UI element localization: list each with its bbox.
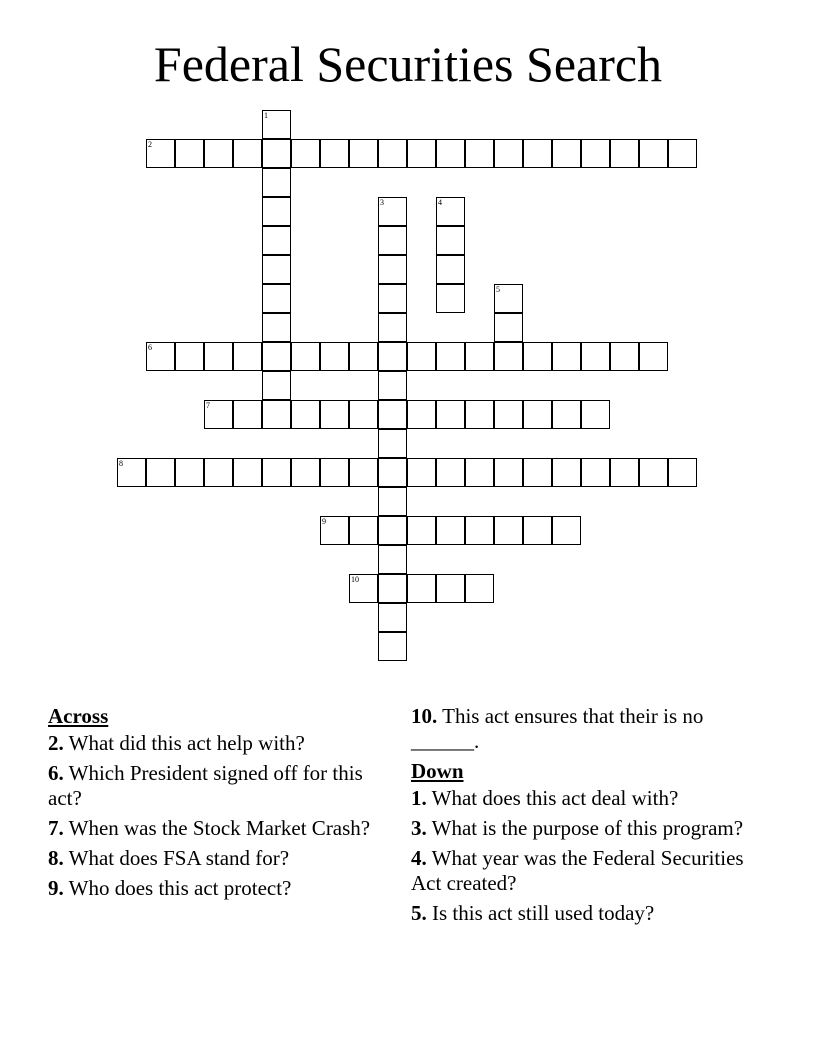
crossword-cell[interactable]	[378, 574, 407, 603]
across-clue-list	[48, 731, 388, 901]
cell-number: 1	[264, 111, 268, 120]
clue-number: 3.	[411, 816, 427, 840]
clue-number: 7.	[48, 816, 64, 840]
crossword-cell[interactable]	[436, 400, 465, 429]
clue-item	[48, 846, 388, 871]
crossword-cell[interactable]	[523, 139, 552, 168]
cell-number: 5	[496, 285, 500, 294]
crossword-cell[interactable]	[523, 400, 552, 429]
crossword-cell[interactable]	[117, 458, 146, 487]
crossword-cell[interactable]	[378, 371, 407, 400]
clue-text: Is this act still used today?	[432, 901, 655, 925]
crossword-cell[interactable]	[262, 139, 291, 168]
crossword-cell[interactable]	[436, 516, 465, 545]
cell-number: 3	[380, 198, 384, 207]
crossword-cell[interactable]	[494, 313, 523, 342]
crossword-cell[interactable]	[407, 342, 436, 371]
crossword-cell[interactable]	[494, 400, 523, 429]
down-clue-list	[411, 786, 751, 926]
crossword-cell[interactable]	[465, 139, 494, 168]
crossword-cell[interactable]	[349, 574, 378, 603]
crossword-cell[interactable]	[204, 400, 233, 429]
crossword-cell[interactable]	[233, 139, 262, 168]
crossword-cell[interactable]	[175, 342, 204, 371]
crossword-cell[interactable]	[378, 255, 407, 284]
crossword-cell[interactable]	[262, 168, 291, 197]
clues-left-column	[48, 704, 388, 906]
crossword-cell[interactable]	[581, 458, 610, 487]
cell-number: 2	[148, 140, 152, 149]
clue-number: 4.	[411, 846, 427, 870]
clue-text: What did this act help with?	[68, 731, 305, 755]
crossword-cell[interactable]	[407, 516, 436, 545]
crossword-cell[interactable]	[262, 458, 291, 487]
crossword-cell[interactable]	[349, 139, 378, 168]
crossword-cell[interactable]	[581, 342, 610, 371]
crossword-cell[interactable]	[349, 342, 378, 371]
crossword-cell[interactable]	[552, 400, 581, 429]
crossword-cell[interactable]	[146, 342, 175, 371]
crossword-cell[interactable]	[146, 139, 175, 168]
crossword-cell[interactable]	[320, 342, 349, 371]
crossword-cell[interactable]	[494, 516, 523, 545]
crossword-cell[interactable]	[494, 139, 523, 168]
clue-number: 10.	[411, 704, 438, 728]
cell-number: 7	[206, 401, 210, 410]
crossword-cell[interactable]	[378, 487, 407, 516]
crossword-cell[interactable]	[378, 139, 407, 168]
crossword-cell[interactable]	[465, 458, 494, 487]
clue-text: What does FSA stand for?	[68, 846, 290, 870]
crossword-cell[interactable]	[262, 255, 291, 284]
crossword-cell[interactable]	[262, 197, 291, 226]
crossword-cell[interactable]	[320, 139, 349, 168]
crossword-cell[interactable]	[291, 458, 320, 487]
across-clue-list-continued	[411, 704, 751, 754]
crossword-cell[interactable]	[233, 458, 262, 487]
crossword-cell[interactable]	[552, 516, 581, 545]
crossword-cell[interactable]	[639, 139, 668, 168]
clue-number: 8.	[48, 846, 64, 870]
crossword-cell[interactable]	[291, 139, 320, 168]
clue-item	[411, 901, 751, 926]
crossword-cell[interactable]	[378, 400, 407, 429]
crossword-cell[interactable]	[262, 226, 291, 255]
crossword-cell[interactable]	[349, 516, 378, 545]
clue-text: What does this act deal with?	[431, 786, 679, 810]
crossword-cell[interactable]	[494, 342, 523, 371]
crossword-cell[interactable]	[291, 400, 320, 429]
crossword-cell[interactable]	[262, 284, 291, 313]
crossword-cell[interactable]	[465, 400, 494, 429]
clue-item	[411, 816, 751, 841]
clue-number: 2.	[48, 731, 64, 755]
crossword-cell[interactable]	[262, 400, 291, 429]
crossword-cell[interactable]	[378, 284, 407, 313]
crossword-cell[interactable]	[262, 313, 291, 342]
crossword-cell[interactable]	[436, 458, 465, 487]
crossword-cell[interactable]	[639, 342, 668, 371]
crossword-cell[interactable]	[204, 342, 233, 371]
crossword-cell[interactable]	[668, 458, 697, 487]
crossword-cell[interactable]	[639, 458, 668, 487]
crossword-cell[interactable]	[204, 139, 233, 168]
crossword-cell[interactable]	[378, 313, 407, 342]
crossword-cell[interactable]	[378, 226, 407, 255]
clue-text: When was the Stock Market Crash?	[68, 816, 371, 840]
crossword-cell[interactable]	[378, 342, 407, 371]
crossword-cell[interactable]	[523, 342, 552, 371]
crossword-cell[interactable]	[262, 371, 291, 400]
crossword-cell[interactable]	[610, 458, 639, 487]
cell-number: 4	[438, 198, 442, 207]
across-heading: Across	[48, 704, 109, 728]
clues-right-column	[411, 704, 751, 931]
crossword-cell[interactable]	[378, 545, 407, 574]
clue-number: 9.	[48, 876, 64, 900]
down-heading: Down	[411, 759, 464, 783]
crossword-cell[interactable]	[204, 458, 233, 487]
clue-item	[411, 846, 751, 896]
crossword-cell[interactable]	[523, 516, 552, 545]
crossword-cell[interactable]	[610, 342, 639, 371]
crossword-cell[interactable]	[581, 139, 610, 168]
crossword-cell[interactable]	[494, 458, 523, 487]
crossword-cell[interactable]	[233, 342, 262, 371]
cell-number: 6	[148, 343, 152, 352]
crossword-cell[interactable]	[465, 574, 494, 603]
clue-number: 6.	[48, 761, 64, 785]
crossword-cell[interactable]	[407, 400, 436, 429]
clue-item	[411, 704, 751, 754]
crossword-cell[interactable]	[552, 458, 581, 487]
crossword-cell[interactable]	[233, 400, 262, 429]
crossword-cell[interactable]	[581, 400, 610, 429]
crossword-cell[interactable]	[436, 342, 465, 371]
clue-number: 1.	[411, 786, 427, 810]
crossword-cell[interactable]	[407, 574, 436, 603]
crossword-cell[interactable]	[610, 139, 639, 168]
crossword-cell[interactable]	[349, 400, 378, 429]
crossword-cell[interactable]	[436, 197, 465, 226]
crossword-cell[interactable]	[523, 458, 552, 487]
clue-item	[48, 761, 388, 811]
crossword-cell[interactable]	[378, 197, 407, 226]
crossword-cell[interactable]	[436, 139, 465, 168]
clue-text: What year was the Federal Securities Act created?	[411, 846, 744, 895]
clue-text: Who does this act protect?	[68, 876, 292, 900]
cell-number: 8	[119, 459, 123, 468]
crossword-cell[interactable]	[146, 458, 175, 487]
crossword-cell[interactable]	[378, 516, 407, 545]
crossword-cell[interactable]	[378, 632, 407, 661]
cell-number: 10	[351, 575, 359, 584]
crossword-cell[interactable]	[378, 429, 407, 458]
crossword-cell[interactable]	[262, 110, 291, 139]
clue-item	[48, 876, 388, 901]
crossword-cell[interactable]	[668, 139, 697, 168]
crossword-cell[interactable]	[175, 458, 204, 487]
crossword-cell[interactable]	[465, 516, 494, 545]
crossword-cell[interactable]	[436, 574, 465, 603]
crossword-cell[interactable]	[291, 342, 320, 371]
clue-text: This act ensures that their is no ______.	[411, 704, 704, 753]
crossword-cell[interactable]	[262, 342, 291, 371]
clue-number: 5.	[411, 901, 427, 925]
crossword-cell[interactable]	[407, 139, 436, 168]
crossword-cell[interactable]	[349, 458, 378, 487]
crossword-cell[interactable]	[378, 603, 407, 632]
crossword-cell[interactable]	[407, 458, 436, 487]
cell-number: 9	[322, 517, 326, 526]
crossword-cell[interactable]	[552, 139, 581, 168]
crossword-cell[interactable]	[320, 400, 349, 429]
clue-item	[48, 731, 388, 756]
crossword-cell[interactable]	[436, 284, 465, 313]
crossword-cell[interactable]	[320, 458, 349, 487]
clue-text: Which President signed off for this act?	[48, 761, 363, 810]
page-title: Federal Securities Search	[153, 36, 663, 92]
crossword-cell[interactable]	[436, 255, 465, 284]
crossword-cell[interactable]	[378, 458, 407, 487]
crossword-cell[interactable]	[436, 226, 465, 255]
crossword-cell[interactable]	[465, 342, 494, 371]
crossword-cell[interactable]	[552, 342, 581, 371]
clue-item	[48, 816, 388, 841]
clue-item	[411, 786, 751, 811]
crossword-cell[interactable]	[175, 139, 204, 168]
crossword-cell[interactable]	[494, 284, 523, 313]
clue-text: What is the purpose of this program?	[431, 816, 744, 840]
crossword-cell[interactable]	[320, 516, 349, 545]
